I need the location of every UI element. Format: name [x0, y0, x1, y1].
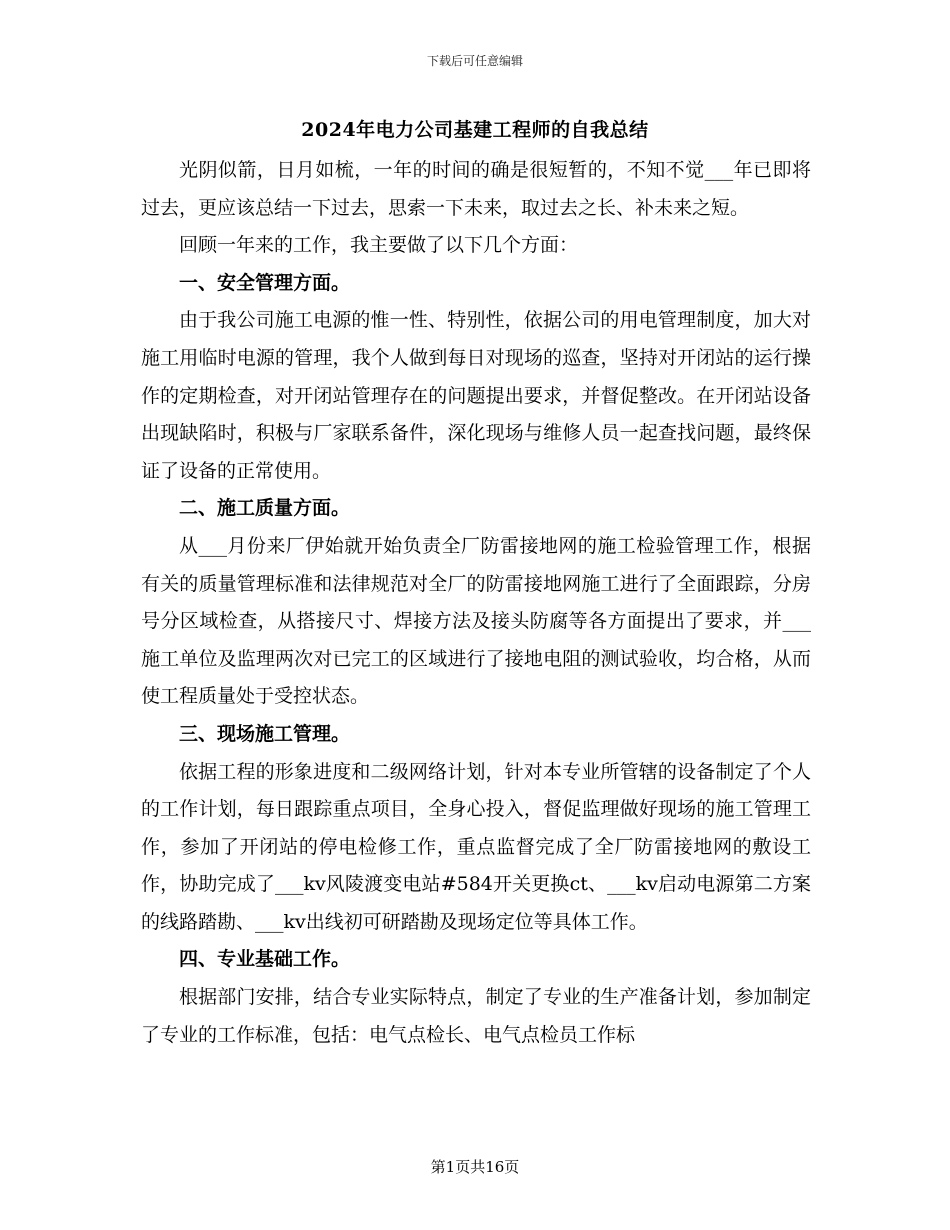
page-footer-number: 第1页共16页 [430, 1158, 520, 1176]
paragraph-intro: 光阴似箭，日月如梳，一年的时间的确是很短暂的，不知不觉___年已即将过去，更应该总结一下过去，思索一下未来，取过去之长、补未来之短。 [141, 159, 811, 219]
paragraph-safety: 由于我公司施工电源的惟一性、特别性，依据公司的用电管理制度，加大对施工用临时电源的管理，我个人做到每日对现场的巡查，坚持对开闭站的运行操作的定期检查，对开闭站管理存在的问题提出要求，并督促整改。在开闭站设备出现缺陷时，积极与厂家联系备件，深化现场与维修人员一起查找问题，最终保证了设备的正常使用。 [141, 309, 811, 482]
section-heading-quality: 二、施工质量方面。 [179, 497, 351, 520]
section-heading-basics: 四、专业基础工作。 [179, 948, 351, 971]
page-title: 2024年电力公司基建工程师的自我总结 [301, 119, 649, 141]
section-heading-site: 三、现场施工管理。 [179, 722, 351, 745]
section-heading-safety: 一、安全管理方面。 [179, 271, 351, 294]
document-body [141, 152, 811, 1054]
paragraph-basics: 根据部门安排，结合专业实际特点，制定了专业的生产准备计划，参加制定了专业的工作标准，包括：电气点检长、电气点检员工作标 [141, 986, 811, 1046]
page-header-note: 下载后可任意编辑 [426, 54, 523, 68]
paragraph-quality: 从___月份来厂伊始就开始负责全厂防雷接地网的施工检验管理工作，根据有关的质量管理标准和法律规范对全厂的防雷接地网施工进行了全面跟踪，分房号分区域检查，从搭接尺寸、焊接方法及接头防腐等各方面提出了要求，并___施工单位及监理两次对已完工的区域进行了接地电阻的测试验收，均合格，从而使工程质量处于受控状态。 [141, 534, 811, 708]
paragraph-review: 回顾一年来的工作，我主要做了以下几个方面： [179, 234, 579, 257]
paragraph-site: 依据工程的形象进度和二级网络计划，针对本专业所管辖的设备制定了个人的工作计划，每日跟踪重点项目，全身心投入，督促监理做好现场的施工管理工作，参加了开闭站的停电检修工作，重点监督完成了全厂防雷接地网的敷设工作，协助完成了___kv风陵渡变电站#584开关更换ct、___kv启动电源第二方案的线路踏勘、___kv出线初可研踏勘及现场定位等具体工作。 [141, 760, 811, 933]
